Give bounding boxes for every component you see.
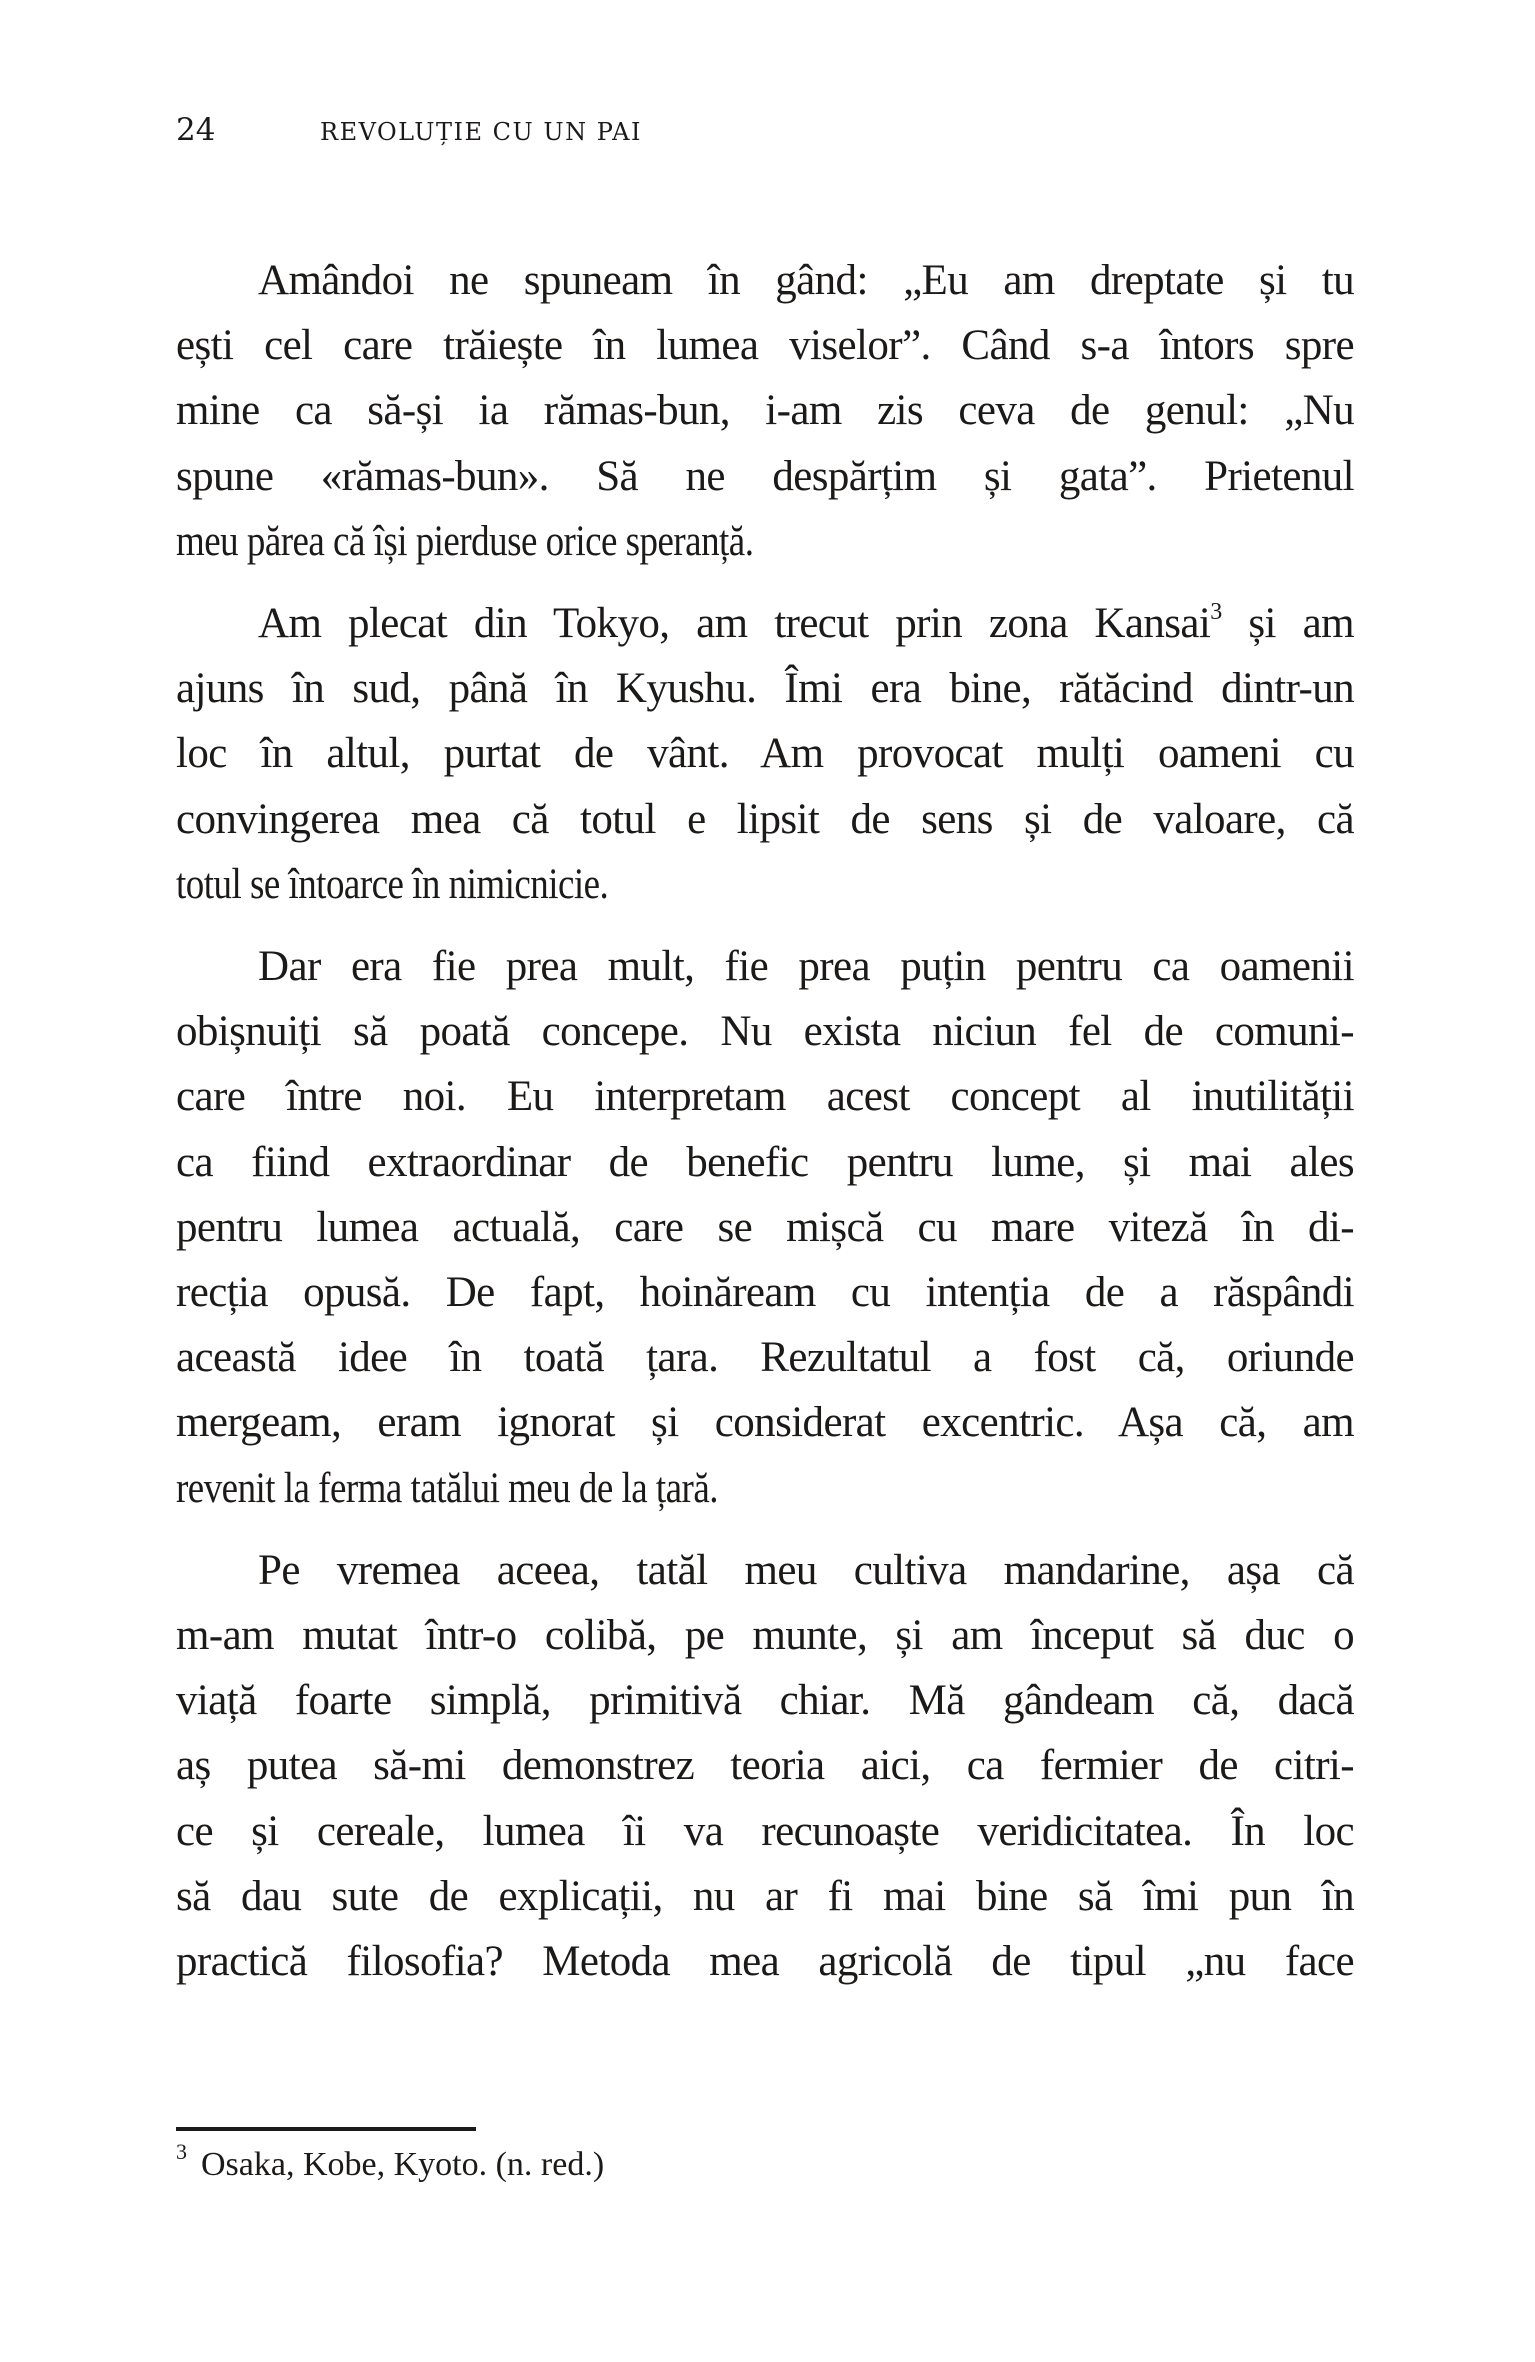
text-line: care între noi. Eu interpretam acest concept al inutilității: [176, 1073, 1354, 1121]
text-line: loc în altul, purtat de vânt. Am provocat mulți oameni cu: [176, 730, 1354, 778]
footnote-number: 3: [176, 2139, 187, 2164]
text-line: ești cel care trăiește în lumea viselor”. Când s-a întors spre: [176, 322, 1354, 370]
page-number: 24: [176, 112, 216, 148]
paragraph: [176, 1538, 1354, 1994]
book-title: REVOLUȚIE CU UN PAI: [320, 118, 642, 146]
text-line: mine ca să-și ia rămas-bun, i-am zis ceva de genul: „Nu: [176, 387, 1354, 435]
body-text: [176, 248, 1354, 2011]
footnote: [176, 2140, 604, 2190]
text-line: pentru lumea actuală, care se mișcă cu mare viteză în di-: [176, 1203, 1354, 1251]
text-line: recția opusă. De fapt, hoinăream cu intenția de a răspândi: [176, 1269, 1354, 1317]
text-line: ca fiind extraordinar de benefic pentru lume, și mai ales: [176, 1138, 1354, 1186]
text-line: Amândoi ne spuneam în gând: „Eu am dreptate și tu: [258, 257, 1354, 304]
text-segment: Am plecat din Tokyo, am trecut prin zona Kansai: [258, 600, 1211, 648]
text-line: spune «rămas-bun». Să ne despărțim și gata”. Prietenul: [176, 452, 1354, 500]
footnote-text: Osaka, Kobe, Kyoto. (n. red.): [201, 2146, 605, 2183]
text-line: viață foarte simplă, primitivă chiar. Mă gândeam că, dacă: [176, 1677, 1354, 1725]
text-line: ajuns în sud, până în Kyushu. Îmi era bine, rătăcind dintr-un: [176, 665, 1354, 713]
footnote-reference[interactable]: 3: [1210, 599, 1222, 626]
footnote-divider: [176, 2127, 476, 2131]
text-line: meu părea că își pierduse orice speranță.: [176, 517, 754, 565]
text-line: ce și cereale, lumea îi va recunoaște veridicitatea. În loc: [176, 1807, 1354, 1855]
text-line: revenit la ferma tatălui meu de la țară.: [176, 1464, 718, 1512]
text-line: mergeam, eram ignorat și considerat excentric. Așa că, am: [176, 1399, 1354, 1447]
text-line: practică filosofia? Metoda mea agricolă de tipul „nu face: [176, 1938, 1354, 1986]
text-line: această idee în toată țara. Rezultatul a fost că, oriunde: [176, 1334, 1354, 1382]
text-line: obișnuiți să poată concepe. Nu exista niciun fel de comuni-: [176, 1008, 1354, 1056]
text-segment: și am: [1221, 600, 1354, 648]
text-line: să dau sute de explicații, nu ar fi mai bine să îmi pun în: [176, 1872, 1354, 1920]
paragraph: [176, 591, 1354, 917]
paragraph: [176, 248, 1354, 574]
text-line: [176, 591, 1354, 656]
text-line: Pe vremea aceea, tatăl meu cultiva mandarine, așa că: [258, 1546, 1354, 1594]
running-head: [176, 112, 642, 152]
text-line: convingerea mea că totul e lipsit de sens și de valoare, că: [176, 795, 1354, 843]
text-line: Dar era fie prea mult, fie prea puțin pentru ca oamenii: [258, 943, 1354, 991]
text-line: totul se întoarce în nimicnicie.: [176, 860, 609, 908]
paragraph: [176, 934, 1354, 1521]
text-line: aș putea să-mi demonstrez teoria aici, ca fermier de citri-: [176, 1742, 1354, 1790]
text-line: m-am mutat într-o colibă, pe munte, și am început să duc o: [176, 1612, 1354, 1660]
